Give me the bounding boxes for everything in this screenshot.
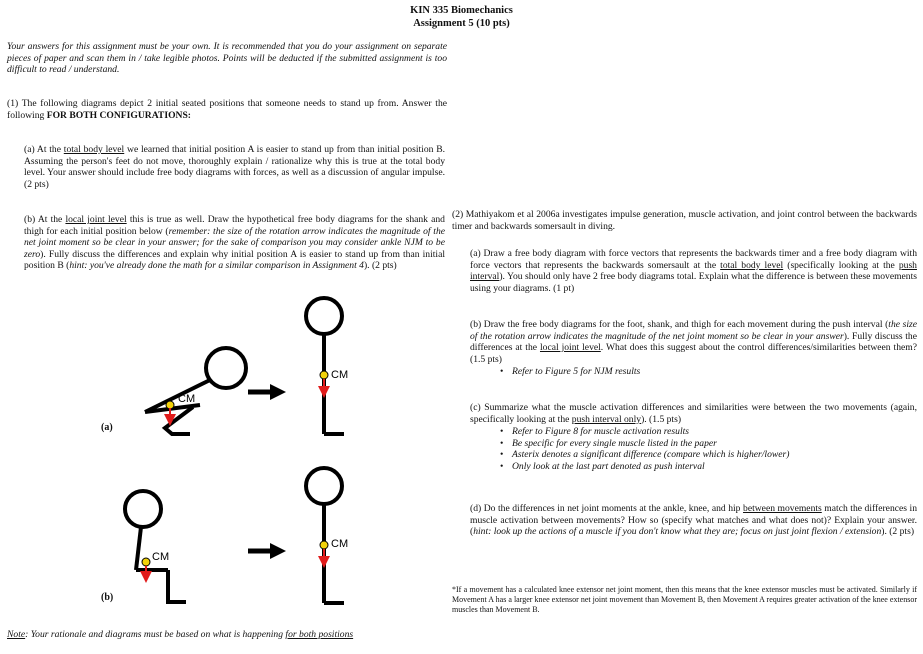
q2d-paragraph bbox=[470, 503, 917, 538]
q2c-bullet: • Only look at the last part denoted as push interval bbox=[470, 461, 917, 473]
q2c-pre: (c) Summarize what the muscle activation differences and similarities were between the two movements (again, specifically looking at the bbox=[470, 402, 917, 425]
assignment-title: Assignment 5 (10 pts) bbox=[413, 18, 510, 29]
note-text: : Your rationale and diagrams must be based on what is happening bbox=[25, 629, 286, 640]
q2a-pre: (a) Draw a free body diagram with force vectors that represents the backwards timer and a free body diagram with force vectors that represents the backwards somersault at the bbox=[470, 248, 917, 271]
figure-b-cm-label: CM bbox=[152, 551, 170, 563]
q2b-underline: local joint level bbox=[539, 342, 601, 354]
figure-a-head bbox=[206, 348, 246, 388]
figure-b-cm-dot bbox=[142, 558, 150, 566]
q2b-post: . What does this suggest about the control differences/similarities between them? (1.5 pts) bbox=[470, 342, 918, 365]
q2d-italic: hint: look up the actions of a muscle if you don't know what they are; focus on just joint flexion / extension bbox=[473, 526, 882, 538]
q2a-paragraph bbox=[470, 248, 917, 294]
q2d-post: ). (2 pts) bbox=[881, 526, 915, 538]
q2b-mid: ). Fully discuss the differences at the bbox=[470, 330, 917, 354]
q2a-underline-2: push interval bbox=[470, 259, 917, 283]
note-label: Note bbox=[7, 629, 26, 640]
figure-b-standing-cm-label: CM bbox=[331, 538, 349, 550]
transition-arrow-a bbox=[248, 384, 286, 400]
q2b-bullet: • Refer to Figure 5 for NJM results bbox=[470, 366, 917, 378]
q2b-italic: the size of the rotation arrow indicates the magnitude of the net joint moment so be clear in your answer bbox=[470, 319, 917, 342]
figure-b-head bbox=[125, 491, 161, 527]
figure-a-standing-cm-label: CM bbox=[331, 369, 349, 381]
q1b-italic-1: remember: the size of the rotation arrow indicates the magnitude of the net joint moment so be clear in your answer; for the sake of comparison you may consider ankle NJM to be zero bbox=[24, 225, 446, 260]
q2c-paragraph bbox=[470, 402, 917, 425]
q2a-post: ). You should only have 2 free body diagrams total. Explain what the difference is between these movements using your diagrams. (1 pt) bbox=[470, 271, 917, 294]
figure-b-standing-cm-dot bbox=[320, 541, 328, 549]
q1b-underline: local joint level bbox=[65, 214, 127, 225]
figure-b-label: (b) bbox=[101, 592, 114, 603]
q2d-underline: between movements bbox=[743, 503, 822, 514]
q2b-paragraph bbox=[470, 319, 917, 365]
figure-b-seated bbox=[125, 491, 186, 602]
figure-a-label: (a) bbox=[101, 422, 113, 433]
q2c-bullet-list bbox=[470, 426, 917, 472]
note-underline: for both positions bbox=[285, 629, 354, 640]
figure-a-cm-label: CM bbox=[178, 393, 196, 405]
q2c-bullet: • Be specific for every single muscle listed in the paper bbox=[470, 438, 917, 450]
q1b-italic-2: hint: you've already done the math for a similar comparison in Assignment 4 bbox=[69, 260, 364, 272]
figure-a-cm-dot bbox=[166, 401, 174, 409]
q2c-underline: push interval only bbox=[571, 413, 642, 425]
q2b-bullet-list bbox=[470, 366, 917, 378]
figure-a-seated bbox=[145, 348, 246, 434]
intro-paragraph: Your answers for this assignment must be your own. It is recommended that you do your assignment on separate pieces of paper and scan them in / take legible photos. Points will be deducted if the submitted assignment is too difficult to read / understand. bbox=[7, 41, 447, 76]
q2d-mid: match the differences in muscle activation between movements? How so (specify what matches and what does not)? Explain your answer. ( bbox=[470, 503, 917, 538]
q1b-mid: this is true as well. Draw the hypothetical free body diagrams for the shank and thigh for each initial position below ( bbox=[24, 214, 445, 237]
q2b-pre: (b) Draw the free body diagrams for the foot, shank, and thigh for each movement during the push interval ( bbox=[470, 319, 889, 330]
q1-stem-text: (1) The following diagrams depict 2 initial seated positions that someone needs to stand up from. Answer the following bbox=[7, 98, 447, 121]
q2b-block bbox=[470, 319, 917, 378]
q2a-mid: (specifically looking at the bbox=[783, 259, 899, 271]
q1a-post: we learned that initial position A is easier to stand up from than initial position B. Assuming the person's feet do not move, thoroughly explain / rationalize why this is true at the total body level. Your answer should include free body diagrams with forces, as well as a discussion of angular impulse. (2 pts) bbox=[24, 144, 445, 190]
figure-b-shank-foot bbox=[168, 570, 186, 602]
figure-a-standing-cm-dot bbox=[320, 371, 328, 379]
footnote: *If a movement has a calculated knee extensor net joint moment, then this means that the knee extensor muscles must be activated. Similarly if Movement A has a larger knee extensor net joint movement than Movement B, then Movement A requires greater activation of the knee extensor muscles than Movement B. bbox=[452, 585, 917, 614]
figure-b-trunk bbox=[136, 527, 141, 570]
q1a-underline: total body level bbox=[63, 144, 125, 155]
q1b-pre: (b) At the bbox=[24, 214, 66, 225]
note-line bbox=[7, 629, 447, 641]
q1b-mid2: ). Fully discuss the differences and explain why initial position A is easier to stand up from than initial position B ( bbox=[24, 248, 445, 272]
q2-stem: (2) Mathiyakom et al 2006a investigates impulse generation, muscle activation, and joint control between the backwards timer and backwards somersault in diving. bbox=[452, 209, 917, 232]
q2c-bullet: • Asterix denotes a significant difference (compare which is higher/lower) bbox=[470, 449, 917, 461]
q2c-post: ). (1.5 pts) bbox=[641, 413, 682, 425]
q2c-block bbox=[470, 402, 917, 473]
figure-a-standing bbox=[306, 298, 348, 434]
figure-a-standing-head bbox=[306, 298, 342, 334]
transition-arrow-b bbox=[248, 543, 286, 559]
figure-b-standing-head bbox=[306, 468, 342, 504]
q2c-bullet: • Refer to Figure 8 for muscle activation results bbox=[470, 426, 917, 438]
course-title: KIN 335 Biomechanics bbox=[410, 5, 513, 16]
q2d-pre: (d) Do the differences in net joint moments at the ankle, knee, and hip bbox=[470, 503, 744, 514]
q2a-underline-1: total body level bbox=[720, 259, 784, 271]
q1b-post: ). (2 pts) bbox=[363, 260, 397, 272]
seated-position-figures bbox=[0, 0, 450, 640]
q1a-pre: (a) At the bbox=[24, 144, 64, 155]
figure-b-standing bbox=[306, 468, 348, 603]
q1-stem-bold: FOR BOTH CONFIGURATIONS: bbox=[46, 109, 191, 121]
